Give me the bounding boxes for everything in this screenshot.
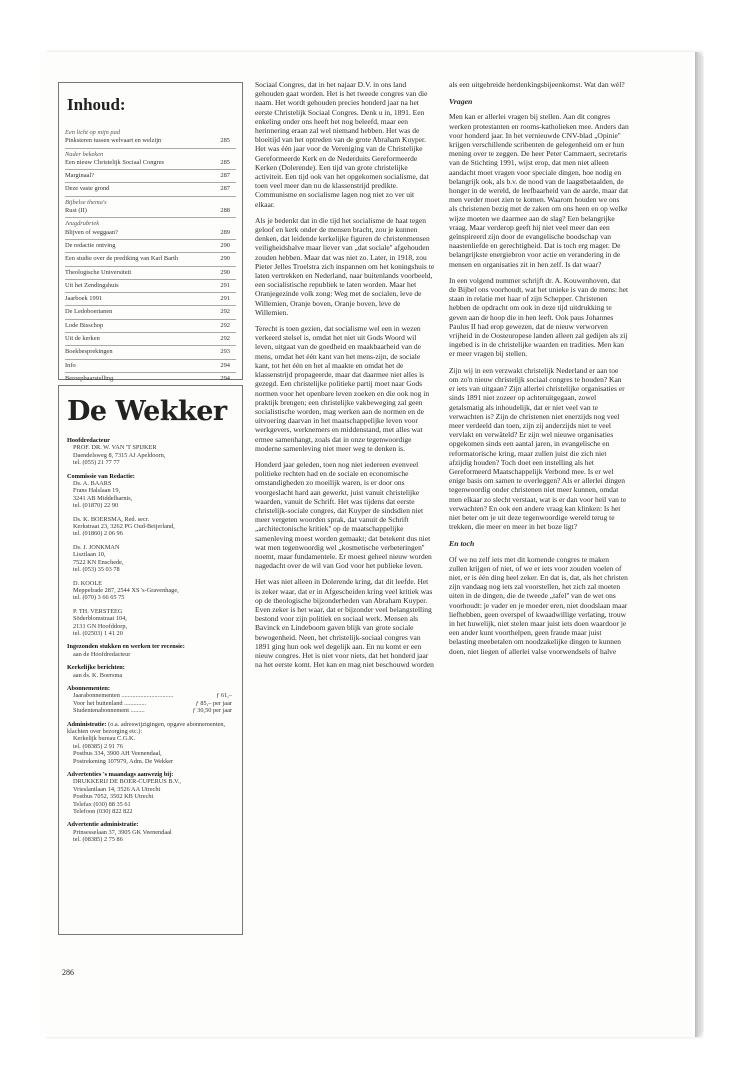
section-heading-vragen: Vragen: [449, 97, 473, 107]
toc-item-row: [65, 335, 236, 343]
subscriptions-list: [67, 692, 236, 714]
article-paragraph: Als je bedenkt dat in die tijd het socialisme de haat tegen geloof en kerk onder de mensen bracht, zou je kunnen denken, dat leidende kerkelijke figuren de christenmensen veiligheidshalve maar liever van „dat sociale'' afgehouden zouden hebben. Maar dat was niet zo. Later, in 1918, zou Pieter Jelles Troelstra zich inspannen om het koningshuis te laten vertrekken en Nederland, naar buitenlands voorbeeld, een socialistische republiek te laten worden. Maar het Oranjegezinde volk zong: Weg met de socialen, leve de Willemien, Oranje boven, Oranje boven, leve de Willemien.: [255, 215, 435, 317]
ad-admin-heading: Advertentie administratie:: [67, 821, 139, 829]
toc-divider: [65, 252, 236, 253]
toc-divider: [65, 169, 236, 170]
subscription-label: Voor het buitenland ..............: [73, 699, 147, 707]
toc-entry: [65, 172, 236, 180]
toc-entry: [65, 185, 236, 193]
toc-category: Jeugdrubriek: [65, 220, 100, 228]
ads-line: Telefax (030) 88 35 61: [73, 800, 131, 808]
administration-line: Postbus 334, 3900 AH Veenendaal,: [73, 750, 162, 758]
toc-page: 291: [220, 295, 230, 303]
subscription-price: ƒ 30,50 per jaar: [192, 707, 232, 715]
toc-category: Nader bekeken: [65, 150, 104, 158]
toc-item-row: [65, 185, 236, 193]
administration-line: tel. (08385) 2 91 76: [73, 742, 123, 750]
toc-page: 285: [220, 158, 230, 166]
toc-divider: [65, 266, 236, 267]
article-paragraph: Men kan er allerlei vragen bij stellen. Aan dit congres werken protestanten en rooms-katholieken mee. Anders dan voor honderd jaar. In het vernieuwde CNV-blad „Opinie'' krijgen verschillende scribenten de gelegenheid om er hun mening over te zeggen. De heer Peter Cammaert, secretaris van de Stichting 1991, wijst erop, dat men niet alleen aandacht moet vragen voor speciale dingen, hoe nodig en belangrijk ook, als b.v. de nood van de laagstbetaalden, de honger in de wereld, de leefbaarheid van de aarde, maar dat men verder moet zien te komen. Waarom houden we ons als christenen bezig met de zaken om ons heen en op welke wijze moeten we daarmee aan de slag? Een belangrijke vraag. Maar verderop geeft hij niet veel meer dan een geïnspireerd zijn door de evangelische boodschap van naastenliefde en gerechtigheid. Dat is toch erg mager. De belangrijkste energiebron voor actie en verandering in de mensen en organisaties zit in hen zelf. Is dat waar?: [449, 112, 629, 269]
toc-page: 292: [220, 335, 230, 343]
subscription-price: ƒ 85,– per jaar: [195, 699, 232, 707]
church-news-heading: Kerkelijke berichten:: [67, 664, 125, 672]
committee-line: Frans Halslaan 19,: [73, 487, 121, 495]
toc-page: 289: [220, 228, 230, 236]
toc-entry: [65, 282, 236, 290]
submissions-line: aan de Hoofdredacteur: [73, 650, 131, 658]
editor-line: PROF. DR. W. VAN 'T SPIJKER: [73, 444, 157, 452]
article-paragraph: Het was niet alleen in Dolerende kring, dat dit leefde. Het is zeker waar, dat er in Afgescheiden kring veel kritiek was op de theologische bijzonderheden van Abraham Kuyper. Even zeker is het waar, dat er bijzonder veel belangstelling bestond voor zijn politiek en sociaal werk. Mensen als Bavinck en Lindeboom gaven blijk van grote sociale bewogenheid. Neen, het christelijk-sociaal congres van 1891 ging hun ook wel degelijk aan. En nu komt er een nieuw congres. Het is niet voor niets, dat het honderd jaar na het eerste komt. Het kan en mag niet beschouwd worden: [255, 577, 434, 670]
editor-heading: Hoofdredacteur: [67, 437, 110, 444]
toc-page: 287: [220, 185, 230, 193]
toc-entry: [65, 322, 236, 330]
subscriptions-section: [67, 685, 236, 715]
toc-label: Jaarboek 1991: [65, 295, 103, 303]
toc-divider: [65, 332, 236, 333]
book-spine: [696, 56, 704, 1032]
committee-member: [67, 608, 236, 638]
committee-section: [67, 473, 236, 638]
article-paragraph: Of we nu zelf iets met dit komende congres te maken zullen krijgen of niet, of we er iets voor zouden voelen of niet, er is één ding heel zeker. En dat is, dat, als het christen zijn vandaag nog iets zal voorstellen, het zich zal moeten uiten in de dingen, die de tweede „tafel'' van de wet ons voorhoudt: je vader en je moeder eren, niet doodslaan maar liefhebben, geen overspel of kwaadwillige verlating, trouw in het huwelijk, niet stelen maar juist iets doen waardoor je een ander kunt voorthelpen, geen fraude maar juist belasting meebetalen om noodzakelijke dingen te kunnen doen, niet liegen of allerlei valse voorwendsels of halve: [449, 554, 628, 656]
masthead: [58, 385, 243, 935]
toc-item-row: [65, 229, 236, 237]
committee-line: tel. (053) 35 03 78: [73, 566, 120, 574]
committee-line: Kerkstraat 23, 3262 PG Oud-Beijerland,: [73, 523, 175, 531]
committee-line: tel. (01860) 2 06 96: [73, 530, 123, 538]
toc-entry: [65, 295, 236, 303]
toc-label: Lode Bisschop: [65, 321, 104, 329]
toc-item-row: [65, 308, 236, 316]
toc-page: 292: [220, 308, 230, 316]
administration-section: [67, 721, 236, 765]
toc-page: 285: [220, 137, 230, 145]
committee-line: Ds. K. BOERSMA, Red. secr.: [73, 515, 150, 523]
toc-entry: [65, 375, 236, 383]
committee-line: Ds. A. BAARS: [73, 480, 112, 488]
toc-divider: [65, 345, 236, 346]
toc-page: 290: [220, 255, 230, 263]
ads-line: Vrieslantlaan 14, 3526 AA Utrecht: [73, 785, 161, 793]
ads-section: [67, 771, 236, 815]
toc-entry: [65, 242, 236, 250]
subscription-row: [67, 692, 236, 699]
article-paragraph: Zijn wij in een verzwakt christelijk Nederland er aan toe om zo'n nieuw christelijk sociaal congres te houden? Kan er iets van uitgaan? Zijn allerlei christelijke organisaties er sinds 1891 niet zozeer op achteruitgegaan, zowel getalsmatig als inhoudelijk, dat er niet veel van te verwachten is? Zijn de christenen niet enerzijds nog veel meer verdeeld dan toen, zijn zij anderzijds niet te veel vervlakt en verwäteld? Er zijn wel nieuwe organisaties opgekomen sinds een aantal jaren, in evangelische en reformatorische kring, maar zullen juist die zich niet afzijdig houden? Toch doet een instelling als het Gereformeerd Maatschappelijk Verbond mee. Is er wel enige basis om samen te overleggen? Als er allerlei dingen tegenwoordig onder christenen niet meer kunnen, omdat men elkaar zo slecht verstaat, wat is er dan voor heil van te verwachten? En ook een andere vraag kan klinken: Is het niet beter om je uit deze tegenwoordige wereld terug te trekken, die meer en meer in het boze ligt?: [449, 365, 627, 532]
ads-line: Telefoon (030) 822 822: [73, 808, 133, 816]
committee-line: tel. (070) 3 66 65 75: [73, 594, 125, 602]
church-news-section: [67, 664, 236, 679]
toc-entry: [65, 335, 236, 343]
toc-divider: [65, 319, 236, 320]
committee-line: 3241 AB Middelharnis,: [73, 494, 133, 502]
page-number: 286: [62, 968, 74, 977]
toc-item-row: [65, 375, 236, 383]
toc-list: [65, 129, 236, 383]
committee-member: [67, 516, 236, 538]
toc-category: Een licht op mijn pad: [65, 129, 121, 136]
committee-list: [67, 480, 236, 637]
toc-item-row: [65, 348, 236, 356]
toc-divider: [65, 359, 236, 360]
toc-divider: [65, 372, 236, 373]
toc-page: 294: [220, 374, 230, 382]
toc-item-row: [65, 242, 236, 250]
administration-line: (o.a. adreswijzigingen, opgave abonnementen, klachten over bezorging etc.):: [67, 720, 226, 735]
committee-line: Söderblomstraat 104,: [73, 615, 127, 623]
article-paragraph: als een uitgebreide herdenkingsbijeenkomst. Wat dan wèl?: [449, 80, 625, 89]
masthead-title: De Wekker: [67, 396, 227, 427]
toc-page: 288: [220, 207, 230, 215]
subscription-label: Studentenabonnement .........: [73, 707, 145, 715]
toc-item-row: [65, 255, 236, 263]
editor-line: tel. (055) 21 77 77: [73, 459, 120, 467]
toc-item-row: [65, 362, 236, 370]
committee-member: [67, 580, 236, 602]
toc-label: Een nieuw Christelijk Sociaal Congres: [65, 158, 165, 166]
article-column-right: [449, 80, 629, 663]
toc-label: De redactie ontving: [65, 241, 116, 249]
toc-label: Blijven of weggaan?: [65, 228, 118, 236]
toc-item-row: [65, 207, 236, 215]
toc-label: Een studie over de prediking van Karl Barth: [65, 255, 179, 263]
administration-heading: Administratie:: [67, 720, 107, 728]
committee-line: P. TH. VERSTEEG: [73, 607, 123, 615]
submissions-section: [67, 643, 236, 658]
toc-page: 294: [220, 361, 230, 369]
committee-line: D. KOOLE: [73, 579, 103, 587]
article-paragraph: Terecht is toen gezien, dat socialisme wel een in wezen verkeerd stelsel is, omdat het niet uit Gods Woord wil leven, uitgaat van de goedheid en maakbaarheid van de mens, omdat het één kant van het mens-zijn, de sociale kant, tot het één en het al maakte en omdat het de klassenstrijd propageerde, maar dat daarmee niet alles is gezegd. Een christelijke politieke partij moet naar Gods normen voor het openbare leven zoeken en die ook nog in praktijk brengen; een christelijke vakbeweging zal geen socialistische worden, mag werken aan de normen en de uitvoering daarvan in het maatschappelijke leven voor werkgevers, werknemers en middenstand, met alles wat ermee samenhangt, zoals dat in onze tegenwoordige moderne samenleving niet meer weg te denken is.: [255, 324, 430, 453]
toc-label: Boekbesprekingen: [65, 348, 113, 356]
article-column-middle: [255, 80, 435, 676]
toc-entry: [65, 199, 236, 216]
toc-divider: [65, 196, 236, 197]
toc-label: Theologische Universiteit: [65, 268, 132, 276]
toc-item-row: [65, 269, 236, 277]
toc-divider: [65, 292, 236, 293]
toc-label: Info: [65, 361, 76, 369]
toc-item-row: [65, 172, 236, 180]
committee-line: Meppelrade 287, 2544 XS 's-Gravenhage,: [73, 586, 179, 594]
committee-line: 7522 KN Enschede,: [73, 558, 124, 566]
toc-entry: [65, 220, 236, 237]
ads-line: Postbus 7052, 3502 KB Utrecht: [73, 793, 154, 801]
committee-line: tel. (01870) 22 90: [73, 502, 119, 510]
toc-item-row: [65, 159, 236, 167]
toc-entry: [65, 269, 236, 277]
toc-item-row: [65, 322, 236, 330]
toc-divider: [65, 217, 236, 218]
toc-page: 290: [220, 268, 230, 276]
toc-page: 287: [220, 172, 230, 180]
toc-page: 293: [220, 348, 230, 356]
committee-line: tel. (02503) 1 41 20: [73, 629, 123, 637]
committee-heading: Commissie van Redactie:: [67, 472, 135, 480]
toc-item-row: [65, 295, 236, 303]
ad-admin-section: [67, 821, 236, 843]
toc-entry: [65, 308, 236, 316]
toc-label: Uit het Zendingshuis: [65, 281, 119, 289]
toc-label: Rust (II): [65, 207, 87, 215]
toc-item-row: [65, 137, 236, 145]
article-paragraph: Sociaal Congres, dat in het najaar D.V. in ons land gehouden gaat worden. Het is het tweede congres van die naam. Het wordt gehouden precies honderd jaar na het eerste Christelijk Sociaal Congres. Denk u in, 1891. Een enkeling onder ons heeft het nog beleefd, maar een herinnering eraan zal wel niemand hebben. Het was de bloeitijd van het optreden van de grote Abraham Kuyper. Het was één jaar voor de Vereniging van de Christelijke Gereformeerde Kerk en de Nederduits Gereformeerde Kerken (Dolerende). Een tijd van grote christelijke activiteit. Een tijd ook van het opgekomen socialisme, dat toen veel meer dan nu de klassenstrijd predikte. Communisme en socialisme lagen nog niet zo ver uit elkaar.: [255, 80, 429, 209]
toc-label: Deze vaste grond: [65, 185, 110, 193]
committee-member: [67, 480, 236, 510]
toc-divider: [65, 182, 236, 183]
toc-category: Bijbelse thema's: [65, 198, 107, 206]
committee-line: 2131 GN Hoofddorp,: [73, 622, 128, 630]
subscription-price: ƒ 61,–: [216, 692, 232, 700]
toc-label: Pinksteren tussen welvaart en welzijn: [65, 137, 162, 145]
ad-admin-line: Prinsesselaan 37, 3905 GK Veenendaal: [73, 828, 172, 836]
editor-section: [67, 437, 236, 467]
subscriptions-heading: Abonnementen:: [67, 684, 111, 692]
editor-line: Daendelsweg 8, 7315 AJ Apeldoorn,: [73, 451, 166, 459]
section-heading-en-toch: En toch: [449, 539, 475, 549]
toc-page: 292: [220, 321, 230, 329]
toc-entry: [65, 362, 236, 370]
subscription-row: [67, 707, 236, 714]
toc-title: Inhoud:: [67, 95, 126, 114]
ads-heading: Advertenties 's maandags aanwezig bij:: [67, 771, 174, 779]
toc-page: 290: [220, 241, 230, 249]
church-news-line: aan ds. K. Boersma: [73, 671, 123, 679]
toc-label: De Ledoboerianen: [65, 308, 113, 316]
toc-entry: [65, 151, 236, 168]
table-of-contents: [58, 82, 243, 380]
toc-divider: [65, 305, 236, 306]
toc-label: Marginaal?: [65, 172, 94, 180]
toc-divider: [65, 279, 236, 280]
subscription-row: [67, 700, 236, 707]
article-paragraph: In een volgend nummer schrijft dr. A. Kouwenhoven, dat de Bijbel ons voorhoudt, wat het unieke is van de mens: het staan in relatie met haar of zijn Schepper. Christenen hebben de opdracht om ook in deze tijd uitdrukking te geven aan de hoop die in hen leeft. Ook paus Johannes Paulus II had erop gewezen, dat de nieuw verworven vrijheid in de Oosteuropese landen alleen zal gedijen als zij ingebed is in de christelijke waarden en tradities. Men kan er meer vragen bij stellen.: [449, 275, 629, 359]
toc-divider: [65, 239, 236, 240]
toc-entry: [65, 255, 236, 263]
committee-member: [67, 544, 236, 574]
toc-divider: [65, 148, 236, 149]
committee-line: Lisztlaan 10,: [73, 551, 106, 559]
administration-line: Postrekening 107979, Adm. De Wekker: [73, 757, 174, 765]
ad-admin-line: tel. (08385) 2 75 86: [73, 836, 123, 844]
toc-label: Beroepbaarstelling: [65, 374, 114, 382]
toc-entry: [65, 129, 236, 146]
ads-line: DRUKKERIJ DE BOER-CUPERUS B.V.,: [73, 778, 181, 786]
committee-line: Ds. J. JONKMAN: [73, 543, 120, 551]
submissions-heading: Ingezonden stukken en werken ter recensie:: [67, 643, 185, 651]
article-paragraph: Honderd jaar geleden, toen nog niet iedereen evenveel politieke rechten had en de sociale en economische omstandigheden zo moeilijk waren, is er door ons voorgeslacht hard aan gewerkt, juist vanuit christelijke waarden, vanuit de Schrift. Het was tijdens dat eerste christelijk-sociale congres, dat Kuyper de sindsdien niet meer vergeten woorden sprak, dat vanuit de Schrift „architectonische kritiek'' op de maatschappelijke samenleving moest worden gemaakt; dat betekent dus niet wat men tegenwoordig wel „kosmetische verbeteringen'' noemt, maar fundamentele. Er moest geheel nieuw worden nagedacht over de wil van God voor het publieke leven.: [255, 459, 432, 571]
administration-line: Kerkelijk bureau C.G.K.: [73, 735, 136, 743]
toc-label: Uit de kerken: [65, 335, 100, 343]
toc-item-row: [65, 282, 236, 290]
toc-page: 291: [220, 281, 230, 289]
subscription-label: Jaarabonnementen .................................: [73, 692, 174, 700]
toc-entry: [65, 348, 236, 356]
